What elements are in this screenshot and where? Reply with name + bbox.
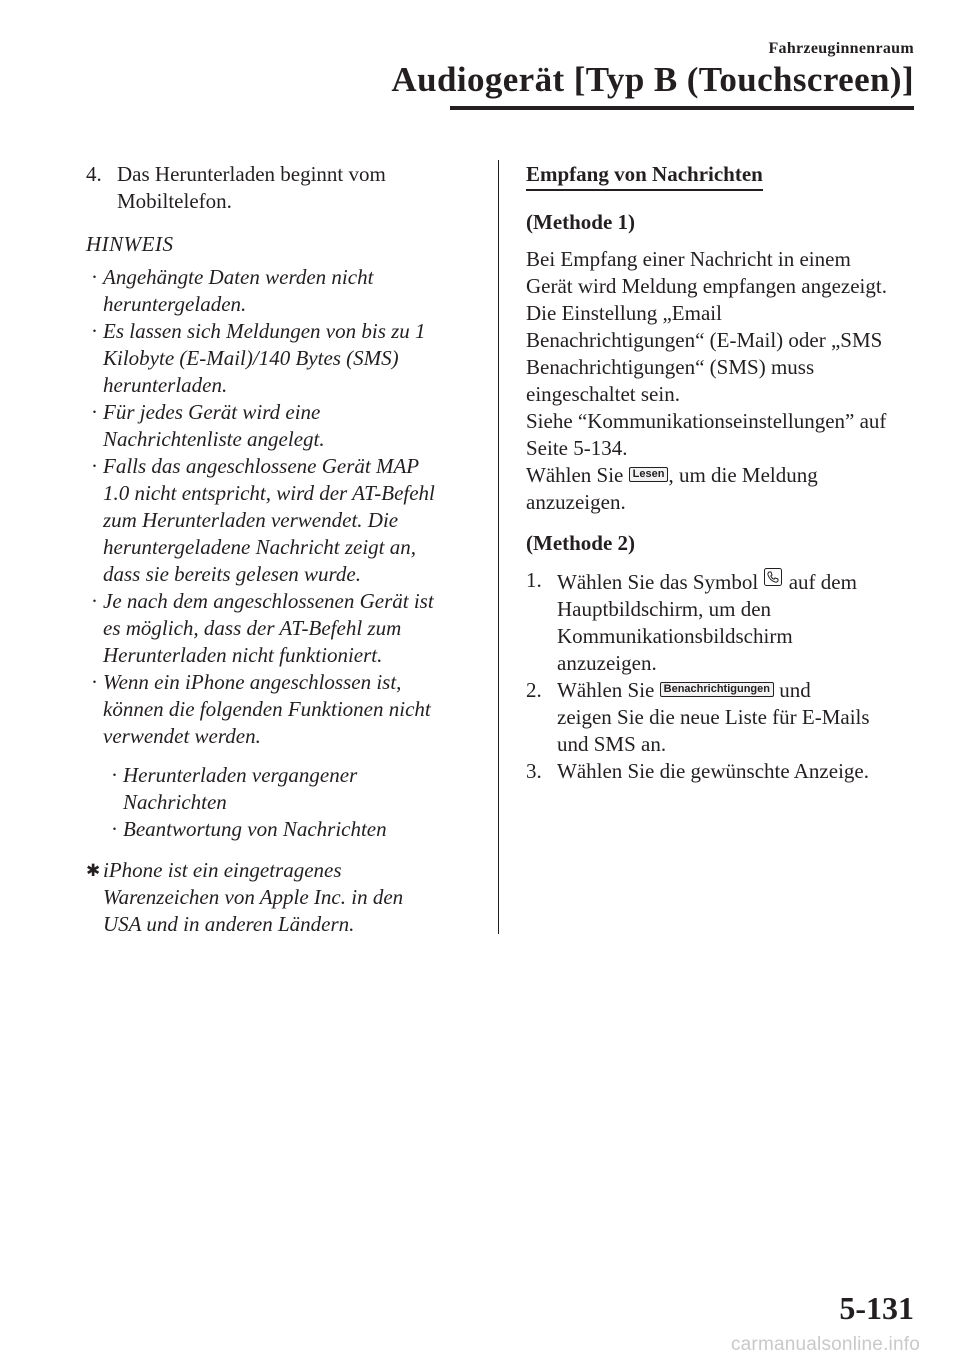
bullet-item bbox=[86, 264, 486, 318]
bullet-text: Wenn ein iPhone angeschlossen ist, bbox=[103, 670, 402, 694]
lesen-button[interactable]: Lesen bbox=[629, 467, 669, 482]
header-rule bbox=[450, 106, 914, 110]
note-subbullets bbox=[86, 762, 486, 843]
trademark-note bbox=[86, 857, 486, 938]
bullet-text: Herunterladen vergangener bbox=[123, 763, 358, 787]
method-1-heading: (Methode 1) bbox=[526, 210, 636, 234]
step-number: 2. bbox=[526, 678, 542, 702]
bullet-text: heruntergeladen. bbox=[103, 292, 247, 316]
step-4 bbox=[86, 161, 486, 215]
bullet-text: zum Herunterladen verwendet. Die bbox=[103, 508, 399, 532]
bullet-text: heruntergeladene Nachricht zeigt an, bbox=[103, 535, 416, 559]
left-column bbox=[86, 161, 486, 938]
bullet-text: Je nach dem angeschlossenen Gerät ist bbox=[103, 589, 434, 613]
step-text: und SMS an. bbox=[557, 732, 667, 756]
bullet-text: Für jedes Gerät wird eine bbox=[103, 400, 321, 424]
bullet-text: Kilobyte (E-Mail)/140 Bytes (SMS) bbox=[103, 346, 399, 370]
method-1-body: Bei Empfang einer Nachricht in einem Gerät wird Meldung empfangen angezeigt. Die Einstellung „Email Benachrichtigungen“ (E-Mail) oder „SMS Benachrichtigungen“ (SMS) muss eingeschaltet sein. Siehe “Kommunikationseinstellungen” auf Seite 5-134. Wählen Sie Lesen , um die Meldung anzuzeigen. bbox=[526, 246, 926, 516]
bullet-item bbox=[86, 318, 486, 399]
step-text: zeigen Sie die neue Liste für E-Mails bbox=[557, 705, 870, 729]
phone-icon[interactable] bbox=[763, 567, 783, 587]
method-1-text: eingeschaltet sein. bbox=[526, 382, 680, 406]
bullet-text: verwendet werden. bbox=[103, 724, 261, 748]
asterisk-icon: ✱ bbox=[86, 861, 101, 880]
note-title: HINWEIS bbox=[86, 232, 174, 256]
method-1-text: Gerät wird Meldung empfangen angezeigt. bbox=[526, 274, 887, 298]
bullet-text: Herunterladen nicht funktioniert. bbox=[103, 643, 383, 667]
bullet-item bbox=[86, 669, 486, 750]
step-number: 3. bbox=[526, 759, 542, 783]
method-1-text: Seite 5-134. bbox=[526, 436, 628, 460]
bullet-item bbox=[86, 453, 486, 588]
page-number: 5-131 bbox=[839, 1290, 914, 1326]
trademark-text: Warenzeichen von Apple Inc. in den bbox=[103, 885, 404, 909]
step-text: Kommunikationsbildschirm bbox=[557, 624, 793, 648]
step-3 bbox=[526, 758, 926, 785]
sub-bullet-item bbox=[106, 762, 486, 816]
bullet-text: dass sie bereits gelesen wurde. bbox=[103, 562, 361, 586]
step-2: 2. Wählen Sie Benachrichtigungen und zeigen Sie die neue Liste für E-Mails und SMS an. bbox=[526, 678, 870, 756]
method-1-text: Benachrichtigungen“ (SMS) muss bbox=[526, 355, 815, 379]
method-1-text: Die Einstellung „Email bbox=[526, 301, 722, 325]
column-divider bbox=[498, 160, 499, 934]
step-text: Das Herunterladen beginnt vom bbox=[117, 162, 386, 186]
bullet-dot-icon: · bbox=[91, 454, 98, 478]
bullet-text: Nachrichtenliste angelegt. bbox=[103, 427, 325, 451]
note-bullets bbox=[86, 264, 486, 750]
bullet-text: können die folgenden Funktionen nicht bbox=[103, 697, 431, 721]
trademark-text: iPhone ist ein eingetragenes bbox=[103, 858, 342, 882]
benachrichtigungen-button[interactable]: Benachrichtigungen bbox=[660, 682, 774, 697]
sub-bullet-item bbox=[106, 816, 486, 843]
right-column bbox=[526, 161, 926, 785]
bullet-item bbox=[86, 399, 486, 453]
method-1-text: Benachrichtigungen“ (E-Mail) oder „SMS bbox=[526, 328, 883, 352]
trademark-text: USA und in anderen Ländern. bbox=[103, 912, 355, 936]
step-text: Hauptbildschirm, um den bbox=[557, 597, 772, 621]
bullet-dot-icon: · bbox=[91, 265, 98, 289]
method-1-text: Bei Empfang einer Nachricht in einem bbox=[526, 247, 851, 271]
step-1: 1. Wählen Sie das Symbol auf dem Hauptbildschirm, um den Kommunikationsbildschirm anzuzeigen. bbox=[526, 568, 857, 675]
step-text: anzuzeigen. bbox=[557, 651, 657, 675]
section-heading: Empfang von Nachrichten bbox=[526, 161, 763, 191]
bullet-text: Nachrichten bbox=[123, 790, 227, 814]
bullet-text: es möglich, dass der AT-Befehl zum bbox=[103, 616, 402, 640]
step-number: 1. bbox=[526, 568, 542, 592]
method-2-heading: (Methode 2) bbox=[526, 531, 636, 555]
bullet-text: Beantwortung von Nachrichten bbox=[123, 817, 387, 841]
bullet-dot-icon: · bbox=[91, 319, 98, 343]
bullet-dot-icon: · bbox=[111, 763, 118, 787]
bullet-text: Angehängte Daten werden nicht bbox=[103, 265, 374, 289]
lesen-line: Wählen Sie Lesen , um die Meldung bbox=[526, 463, 818, 487]
step-text: Mobiltelefon. bbox=[117, 189, 232, 213]
bullet-text: herunterladen. bbox=[103, 373, 228, 397]
step-number: 4. bbox=[86, 162, 102, 186]
bullet-text: Es lassen sich Meldungen von bis zu 1 bbox=[103, 319, 426, 343]
watermark: carmanualsonline.info bbox=[730, 1334, 920, 1355]
header-section-label: Fahrzeuginnenraum bbox=[768, 40, 914, 57]
bullet-text: Falls das angeschlossene Gerät MAP bbox=[103, 454, 420, 478]
bullet-dot-icon: · bbox=[91, 670, 98, 694]
bullet-dot-icon: · bbox=[91, 589, 98, 613]
page-title: Audiogerät [Typ B (Touchscreen)] bbox=[391, 60, 914, 99]
bullet-item bbox=[86, 588, 486, 669]
bullet-dot-icon: · bbox=[91, 400, 98, 424]
step-text: Wählen Sie die gewünschte Anzeige. bbox=[557, 759, 869, 783]
bullet-dot-icon: · bbox=[111, 817, 118, 841]
bullet-text: 1.0 nicht entspricht, wird der AT-Befehl bbox=[103, 481, 435, 505]
method-1-text: Siehe “Kommunikationseinstellungen” auf bbox=[526, 409, 887, 433]
